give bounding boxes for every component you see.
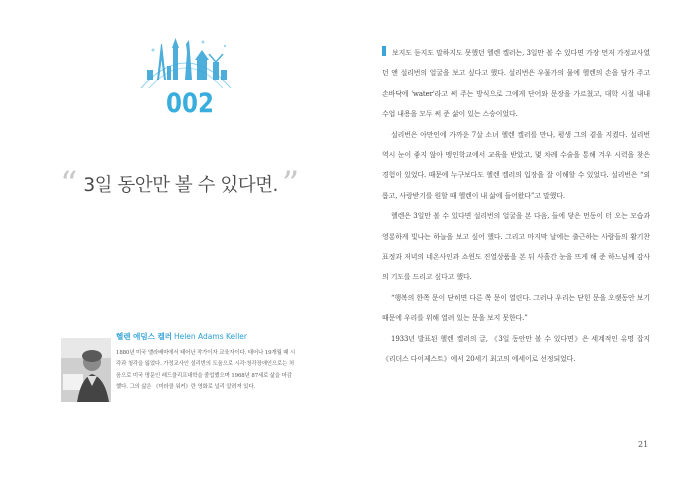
paragraph-2: 설리번은 아만인에 가까운 7살 소녀 헬렌 켈러를 만나, 평생 그의 곁을 지켰다. 설리번 역시 눈이 좋지 않아 맹인학교에서 교육을 받았고, 몇 차례 수술을 통해 겨우 시력을 찾은 경험이 있었다. 때문에 누구보다도 헬렌 켈러의 입장을 잘 이해할 수 있었다. 설리번은 “외롭고, 사랑받기를 원할 때 헬렌이 내 삶에 들어왔다”고 말했다. <box>382 130 650 200</box>
close-quote-mark: ” <box>281 164 300 204</box>
profile-name-korean: 헬렌 애덤스 켈러 <box>116 332 172 341</box>
author-profile <box>116 331 296 393</box>
paragraph-1-text: 보지도 듣지도 말하지도 못했던 헬렌 켈러는, 3일만 볼 수 있다면 가장 먼저 가정교사였던 앤 설리번의 얼굴을 보고 싶다고 했다. 설리번은 우물가의 물에 헬렌의 손을 담가 주고 손바닥에 'water'라고 써 주는 방식으로 그에게 단어와 문장을 가르쳤고, 대학 시절 내내 수업 내용을 모두 써 준 삶이 있는 스승이었다. <box>382 49 650 119</box>
open-quote-mark: “ <box>60 164 78 204</box>
page-number: 21 <box>638 440 649 449</box>
world-landmarks-icon <box>133 30 239 90</box>
chapter-number: 002 <box>166 88 214 119</box>
profile-name <box>116 331 296 342</box>
paragraph-5: 1933년 발표된 헬렌 켈러의 글, 《3일 동안만 볼 수 있다면》은 세계적인 유명 잡지 《리더스 다이제스트》에서 20세기 최고의 에세이로 선정되었다. <box>382 334 650 364</box>
portrait-photo-icon <box>61 338 111 402</box>
profile-name-english: Helen Adams Keller <box>173 332 248 341</box>
section-marker-bar <box>382 46 386 56</box>
helen-keller-photo <box>61 338 111 402</box>
profile-bio: 1880년 미국 앨라배마에서 태어난 작가이자 교육자이다. 태어나 19개월 때 시각과 청각을 잃었다. 가정교사인 설리번의 도움으로 시각·청각장애인으로는 처음으로 미국 명문인 래드클리프대학을 졸업했으며 1968년 87세로 삶을 마감했다. 그의 삶은 《미라클 워커》란 영화로 널리 알려져 있다. <box>116 350 296 390</box>
landmarks-illustration <box>133 30 239 90</box>
chapter-title <box>60 164 300 204</box>
paragraph-4-quote: “행복의 한쪽 문이 닫히면 다른 쪽 문이 열린다. 그러나 우리는 닫힌 문을 오랫동안 보기 때문에 우리를 위해 열려 있는 문을 보지 못한다.” <box>382 293 650 323</box>
paragraph-1 <box>382 43 650 125</box>
chapter-title-text: 3일 동안만 볼 수 있다면. <box>83 175 278 196</box>
paragraph-3: 헬렌은 3일만 볼 수 있다면 설리번의 얼굴을 본 다음, 들에 닿은 먼동이 터 오는 모습과 영롱하게 빛나는 하늘을 보고 싶어 했다. 그리고 마지막 날에는 출근하는 사람들의 활기찬 표정과 저녁의 네온사인과 쇼윈도 진열상품을 본 뒤 사흘간 눈을 뜨게 해 준 하느님께 감사의 기도를 드리고 싶다고 했다. <box>382 212 650 282</box>
body-text <box>382 43 650 370</box>
